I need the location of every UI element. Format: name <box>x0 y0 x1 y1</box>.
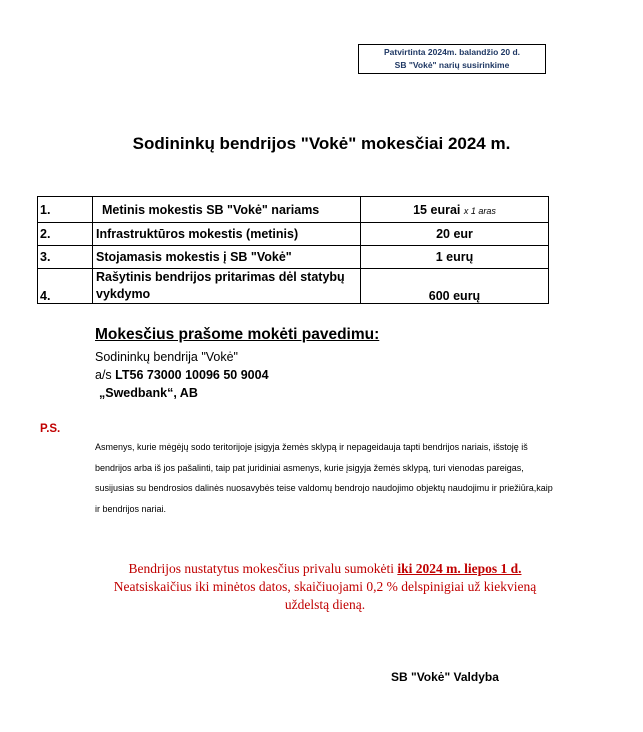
account-prefix: a/s <box>95 368 116 382</box>
fee-number: 4. <box>38 269 93 304</box>
fee-description-line-1: Rašytinis bendrijos pritarimas dėl statybų <box>96 270 345 284</box>
payment-deadline-notice <box>95 560 555 614</box>
table-row <box>38 223 549 246</box>
table-row <box>38 246 549 269</box>
fees-table <box>37 196 549 304</box>
payment-account <box>95 368 269 382</box>
payment-bank: „Swedbank“, AB <box>99 386 198 400</box>
approval-line-2: SB "Vokė" narių susirinkime <box>394 60 510 70</box>
ps-label: P.S. <box>40 423 61 435</box>
fee-description-line-2: vykdymo <box>96 287 151 301</box>
signature: SB "Vokė" Valdyba <box>391 670 499 684</box>
fee-amount-value: 15 eurai <box>413 202 461 217</box>
fee-description <box>93 269 361 304</box>
fee-description: Stojamasis mokestis į SB "Vokė" <box>93 246 361 269</box>
fee-description: Metinis mokestis SB "Vokė" nariams <box>93 197 361 223</box>
notice-part-2: Neatsiskaičius iki minėtos datos, skaičiuojami 0,2 % delspinigiai už kiekvieną uždelstą dieną. <box>113 579 537 612</box>
fee-number: 1. <box>38 197 93 223</box>
fee-amount: 20 eur <box>361 223 549 246</box>
approval-box <box>358 44 546 74</box>
account-number: LT56 73000 10096 50 9004 <box>115 368 269 382</box>
fee-description: Infrastruktūros mokestis (metinis) <box>93 223 361 246</box>
page-title: Sodininkų bendrijos "Vokė" mokesčiai 2024 m. <box>132 134 511 153</box>
fee-amount-note: x 1 aras <box>463 205 496 216</box>
approval-line-1: Patvirtinta 2024m. balandžio 20 d. <box>383 47 521 57</box>
fee-amount: 1 eurų <box>361 246 549 269</box>
ps-text: Asmenys, kurie mėgėjų sodo teritorijoje įsigyja žemės sklypą ir nepageidauja tapti bendrijos nariais, išstoję iš bendrijos arba iš jos pašalinti, taip pat juridiniai asmenys, kurie įsigyja žemės sklypą, turi vienodas pareigas, susijusias su bendrosios dalinės nuosavybės teise valdomų bendrojo naudojimo objektų naudojimu ir priežiūra,kaip ir bendrijos nariai. <box>95 442 553 514</box>
notice-part-1: Bendrijos nustatytus mokesčius privalu sumokėti <box>128 561 398 576</box>
notice-deadline: iki 2024 m. liepos 1 d. <box>397 561 522 576</box>
fee-amount: 600 eurų <box>361 269 549 304</box>
fee-number: 2. <box>38 223 93 246</box>
table-row <box>38 269 549 304</box>
table-row <box>38 197 549 223</box>
payment-heading: Mokesčius prašome mokėti pavedimu: <box>95 326 380 343</box>
fee-amount <box>361 197 549 223</box>
payment-recipient: Sodininkų bendrija "Vokė" <box>95 350 238 364</box>
fee-number: 3. <box>38 246 93 269</box>
